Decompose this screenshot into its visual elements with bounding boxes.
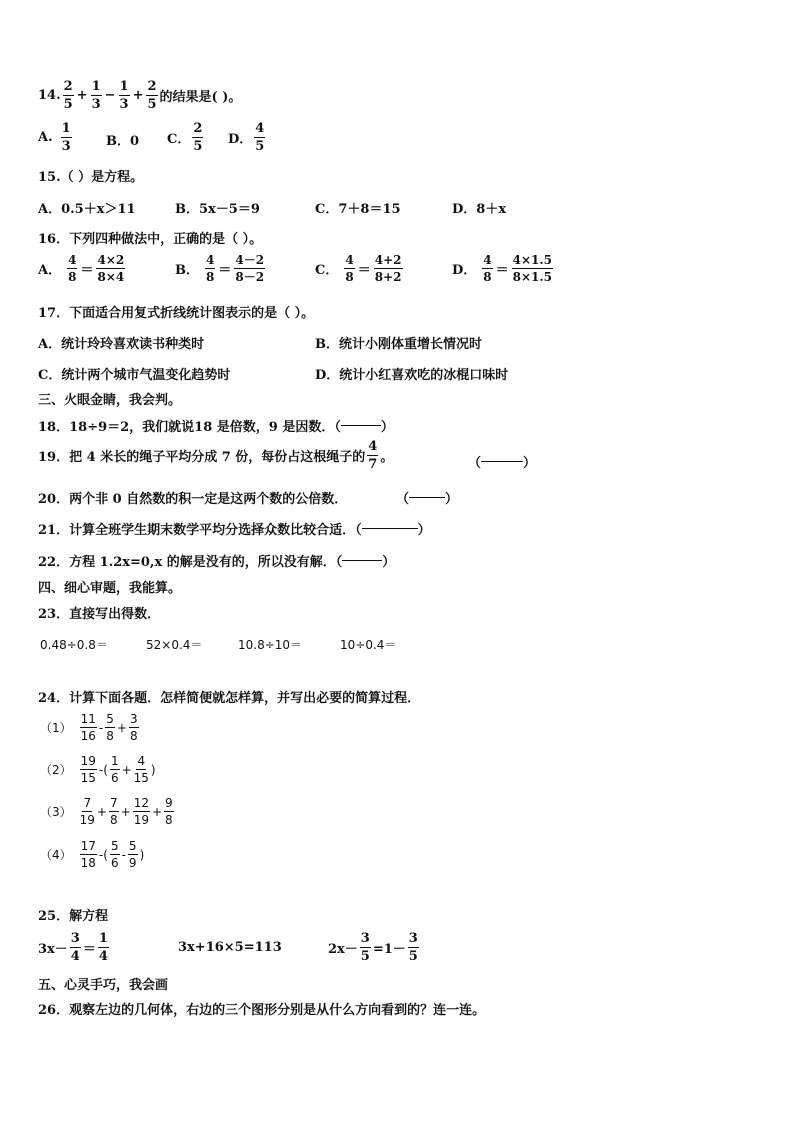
question-15: 15.（ ）是方程。 xyxy=(38,170,144,185)
question-17: 17．下面适合用复式折线统计图表示的是（ ）。 xyxy=(38,306,315,321)
q24-part-3: （3） 7 19 + $\frac{7}{8}$ + $\frac{12}{19}$ + $\frac{9}{8}$ xyxy=(40,796,173,827)
q15-option-c: C．7＋8＝15 xyxy=(315,202,401,217)
section-3-heading: 三、火眼金睛，我会判。 xyxy=(38,393,182,408)
q14-option-d: D． 4 5 xyxy=(228,121,265,154)
q17-option-c: C．统计两个城市气温变化趋势时 xyxy=(38,368,231,383)
q24-part-2: （2） 19 15 -( 1 6 + $\frac{4}{15}$ ) xyxy=(40,754,156,785)
section-4-heading: 四、细心审题，我能算。 xyxy=(38,581,182,596)
q17-option-d: D．统计小红喜欢吃的冰棍口味时 xyxy=(315,368,509,383)
answer-blank[interactable] xyxy=(342,560,382,561)
q24-part-4: （4） 17 18 -( 5 6 - 5 9 ) xyxy=(40,839,145,870)
question-21: 21．计算全班学生期末数学平均分选择众数比较合适．（ ） xyxy=(38,523,431,538)
q16-option-d: D． 4 8 ＝ 4×1.5 8×1.5 xyxy=(452,253,552,284)
q16-option-b: B． 4 8 ＝ 4－2 8－2 xyxy=(175,253,265,284)
question-14: 14. 2 5 + $\frac{1}{3}$ − $\frac{1}{3}$ + $\frac{2}{5}$ 的结果是( )。 xyxy=(38,79,242,112)
question-20: 20．两个非 0 自然数的积一定是这两个数的公倍数． xyxy=(38,492,348,507)
q23-item: 0.48÷0.8＝ xyxy=(40,638,108,652)
q14-option-c: C． 2 5 xyxy=(167,121,203,154)
q14-tail: 的结果是( )。 xyxy=(159,90,242,105)
question-18: 18．18÷9＝2，我们就说18 是倍数，9 是因数．（ ） xyxy=(38,420,394,435)
answer-blank[interactable] xyxy=(362,528,418,529)
q23-item: 10.8÷10＝ xyxy=(238,638,303,652)
question-16: 16．下列四种做法中，正确的是（ ）。 xyxy=(38,232,263,247)
q17-option-b: B．统计小刚体重增长情况时 xyxy=(315,337,482,352)
q23-item: 10÷0.4＝ xyxy=(340,638,397,652)
q24-part-1: （1） 11 16 - 5 8 + $\frac{3}{8}$ xyxy=(40,712,138,743)
question-26: 26．观察左边的几何体，右边的三个图形分别是从什么方向看到的？连一连。 xyxy=(38,1003,486,1018)
section-5-heading: 五、心灵手巧，我会画 xyxy=(38,978,169,993)
q14-option-b: B．0 xyxy=(106,134,140,149)
q14-option-a: A. 1 3 xyxy=(38,121,71,154)
question-24: 24．计算下面各题．怎样简便就怎样算，并写出必要的简算过程． xyxy=(38,691,421,706)
q16-option-c: C． 4 8 ＝ 4+2 8+2 xyxy=(315,253,402,284)
question-25: 25．解方程 xyxy=(38,909,109,924)
answer-blank[interactable] xyxy=(341,425,381,426)
q15-option-d: D．8＋x xyxy=(452,202,507,217)
q16-option-a: A． 4 8 ＝ 4×2 8×4 xyxy=(38,253,125,284)
q15-option-a: A．0.5＋x＞11 xyxy=(38,202,136,217)
fraction: 2 5 xyxy=(63,79,73,112)
question-23: 23．直接写出得数． xyxy=(38,607,161,622)
question-19: 19．把 4 米长的绳子平均分成 7 份，每份占这根绳子的 4 7 。 xyxy=(38,439,394,472)
q14-number: 14. xyxy=(38,88,61,103)
q25-equation-3: 2x－ $\frac{3}{5}$ =1－ 3 5 xyxy=(328,931,418,964)
q23-item: 52×0.4＝ xyxy=(146,638,203,652)
answer-blank[interactable] xyxy=(409,497,445,498)
q25-equation-1: 3x－ 3 4 ＝ 1 4 xyxy=(38,931,108,964)
q25-equation-2: 3x+16×5=113 xyxy=(178,940,282,955)
answer-blank[interactable] xyxy=(481,461,523,462)
q15-option-b: B．5x－5＝9 xyxy=(175,202,260,217)
q17-option-a: A．统计玲玲喜欢读书种类时 xyxy=(38,337,205,352)
question-22: 22．方程 1.2x=0,x 的解是没有的，所以没有解．（ ） xyxy=(38,555,396,570)
q19-answer: （ ） xyxy=(468,456,537,471)
fraction: $\frac{2}{5}$ xyxy=(147,79,157,112)
q20-answer: （ ） xyxy=(396,492,459,507)
fraction: $\frac{1}{3}$ xyxy=(91,79,101,112)
fraction: $\frac{1}{3}$ xyxy=(119,79,129,112)
